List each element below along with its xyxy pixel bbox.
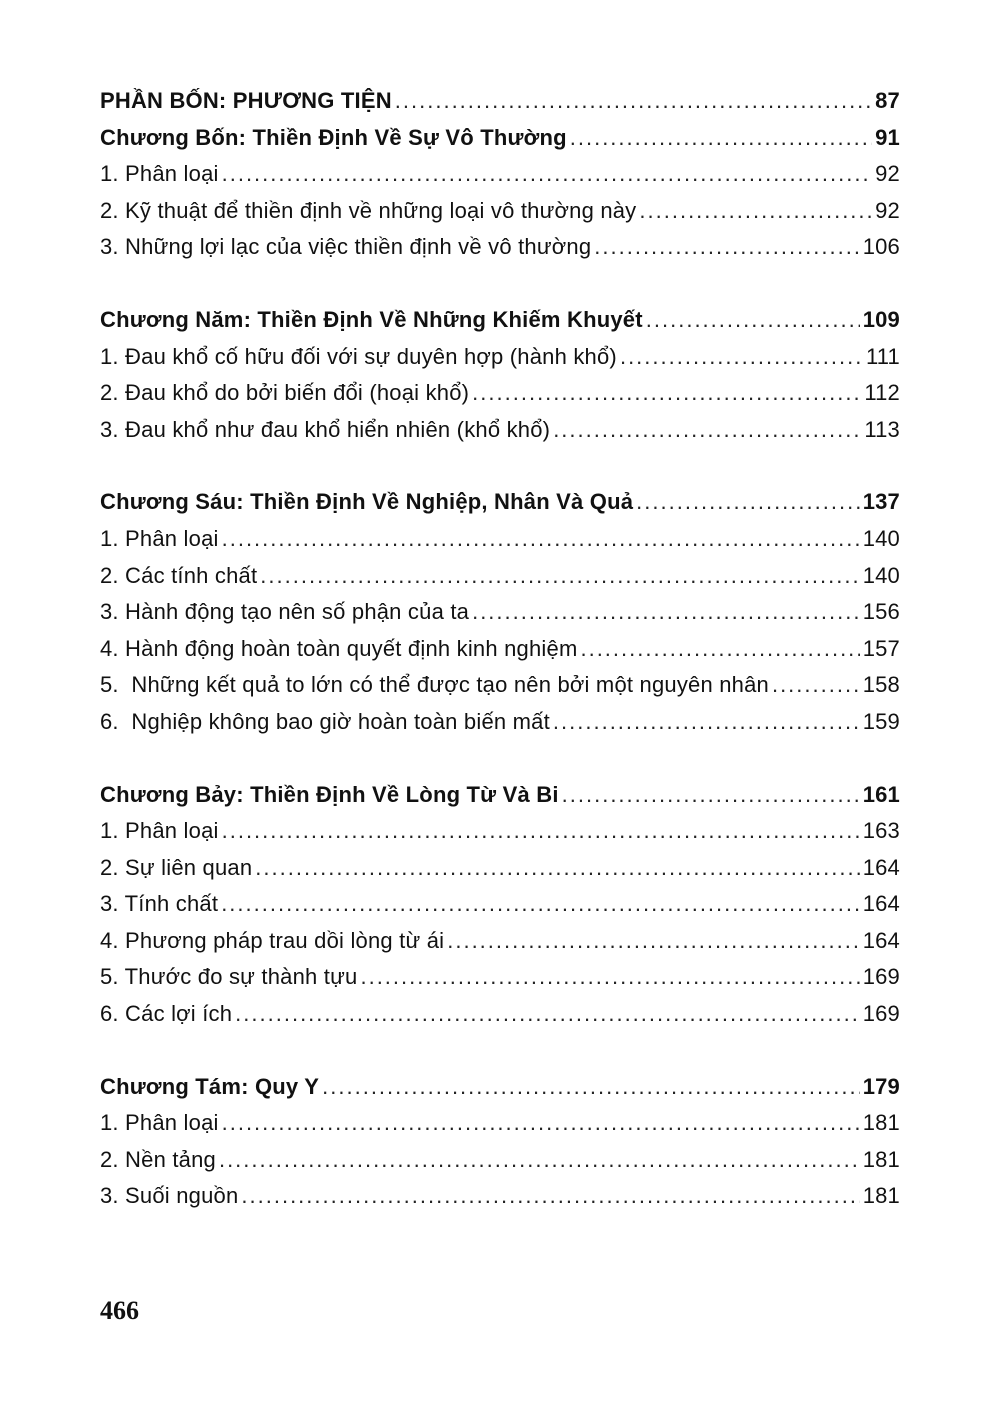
toc-entry-title: 2. Nền tảng xyxy=(100,1146,216,1172)
toc-heading-row xyxy=(100,88,900,125)
toc-entry-title: 3. Hành động tạo nên số phận của ta xyxy=(100,599,470,625)
toc-entry-row xyxy=(100,563,900,600)
page-number: 466 xyxy=(100,1296,139,1325)
dot-leader xyxy=(222,526,860,552)
toc-section xyxy=(100,489,900,745)
toc-heading-row xyxy=(100,307,900,344)
toc-page-number: 157 xyxy=(862,635,900,661)
toc-entry-title: Chương Bảy: Thiền Định Về Lòng Từ Và Bi xyxy=(100,781,559,807)
toc-entry-title: 1. Phân loại xyxy=(100,161,219,187)
toc-heading-row xyxy=(100,489,900,526)
toc-entry-title: 1. Phân loại xyxy=(100,818,219,844)
toc-entry-title: 4. Hành động hoàn toàn quyết định kinh nghiệm xyxy=(100,635,578,661)
toc-page-number: 91 xyxy=(875,124,900,150)
toc-entry-row xyxy=(100,198,900,235)
toc-page-number: 156 xyxy=(862,599,900,625)
toc-entry-title: Chương Năm: Thiền Định Về Những Khiếm Khuyết xyxy=(100,306,643,332)
toc-entry-row xyxy=(100,417,900,454)
toc-page-number: 169 xyxy=(862,1001,900,1027)
toc-page-number: 179 xyxy=(862,1073,900,1099)
dot-leader xyxy=(222,818,860,844)
toc-entry-title: Chương Sáu: Thiền Định Về Nghiệp, Nhân Và Quả xyxy=(100,489,634,515)
toc-entry-title: Chương Tám: Quy Y xyxy=(100,1073,320,1099)
toc-entry-title: 4. Phương pháp trau dồi lòng từ ái xyxy=(100,927,445,953)
toc-entry-title: 6. Các lợi ích xyxy=(100,1001,233,1027)
toc-page-number: 137 xyxy=(862,489,900,515)
dot-leader xyxy=(553,709,860,735)
toc-entry-row xyxy=(100,855,900,892)
toc-page-number: 106 xyxy=(862,234,900,260)
dot-leader xyxy=(594,234,859,260)
toc-entry-title: 2. Các tính chất xyxy=(100,562,258,588)
dot-leader xyxy=(255,855,859,881)
toc-page-number: 164 xyxy=(862,854,900,880)
toc-entry-row xyxy=(100,1001,900,1038)
dot-leader xyxy=(620,344,863,370)
toc-entry-title: 5. Thước đo sự thành tựu xyxy=(100,964,358,990)
dot-leader xyxy=(553,417,861,443)
toc-page-number: 181 xyxy=(862,1183,900,1209)
toc-page-number: 109 xyxy=(862,306,900,332)
toc-page-number: 87 xyxy=(875,88,900,113)
toc-page-number: 158 xyxy=(862,672,900,698)
toc-section xyxy=(100,1074,900,1220)
dot-leader xyxy=(241,1183,859,1209)
dot-leader xyxy=(562,782,860,808)
toc-heading-row xyxy=(100,1074,900,1111)
toc-heading-row xyxy=(100,782,900,819)
toc-entry-row xyxy=(100,891,900,928)
toc-entry-title: 3. Suối nguồn xyxy=(100,1183,239,1209)
dot-leader xyxy=(260,563,859,589)
toc-entry-row xyxy=(100,234,900,271)
toc-entry-row xyxy=(100,928,900,965)
toc-entry-row xyxy=(100,344,900,381)
toc-page-number: 92 xyxy=(875,197,900,223)
toc-page-number: 140 xyxy=(862,562,900,588)
toc-page-number: 181 xyxy=(862,1110,900,1136)
toc-entry-row xyxy=(100,599,900,636)
dot-leader xyxy=(472,380,861,406)
toc-section xyxy=(100,88,900,271)
toc-entry-title: 2. Kỹ thuật để thiền định về những loại vô thường này xyxy=(100,197,637,223)
toc-entry-row xyxy=(100,709,900,746)
toc-entry-title: 3. Đau khổ như đau khổ hiển nhiên (khổ khổ) xyxy=(100,416,551,442)
toc-entry-title: 3. Tính chất xyxy=(100,891,219,917)
toc-entry-row xyxy=(100,526,900,563)
dot-leader xyxy=(322,1074,860,1100)
dot-leader xyxy=(570,125,872,151)
toc-entry-title: 1. Phân loại xyxy=(100,525,219,551)
toc-entry-title: 6. Nghiệp không bao giờ hoàn toàn biến mất xyxy=(100,708,550,734)
toc-page-number: 111 xyxy=(865,343,900,369)
toc-page-number: 159 xyxy=(862,708,900,734)
dot-leader xyxy=(447,928,859,954)
toc-page-number: 140 xyxy=(862,525,900,551)
toc-page-number: 112 xyxy=(864,380,900,406)
toc-page-number: 92 xyxy=(875,161,900,187)
toc-entry-row xyxy=(100,1183,900,1220)
dot-leader xyxy=(235,1001,860,1027)
toc-entry-title: PHẦN BỐN: PHƯƠNG TIỆN xyxy=(100,88,392,113)
toc-entry-row xyxy=(100,636,900,673)
toc-page-number: 164 xyxy=(862,927,900,953)
toc-section xyxy=(100,307,900,453)
dot-leader xyxy=(580,636,859,662)
toc-entry-title: 2. Sự liên quan xyxy=(100,854,253,880)
toc-section xyxy=(100,782,900,1038)
toc-entry-row xyxy=(100,380,900,417)
dot-leader xyxy=(646,307,860,333)
toc-page-number: 169 xyxy=(862,964,900,990)
toc-entry-row xyxy=(100,672,900,709)
toc-entry-title: 1. Đau khổ cố hữu đối với sự duyên hợp (hành khổ) xyxy=(100,343,617,369)
toc-heading-row xyxy=(100,125,900,162)
toc-entry-title: 5. Những kết quả to lớn có thể được tạo nên bởi một nguyên nhân xyxy=(100,672,769,698)
toc-entry-title: Chương Bốn: Thiền Định Về Sự Vô Thường xyxy=(100,124,567,150)
toc-page-number: 181 xyxy=(862,1146,900,1172)
toc-page-number: 164 xyxy=(862,891,900,917)
dot-leader xyxy=(772,672,860,698)
toc-entry-title: 1. Phân loại xyxy=(100,1110,219,1136)
dot-leader xyxy=(221,891,860,917)
dot-leader xyxy=(472,599,860,625)
toc-page-number: 163 xyxy=(862,818,900,844)
dot-leader xyxy=(360,964,859,990)
toc-entry-row xyxy=(100,818,900,855)
toc-entry-row xyxy=(100,1110,900,1147)
toc-page-number: 161 xyxy=(862,781,900,807)
toc-entry-row xyxy=(100,1147,900,1184)
table-of-contents xyxy=(100,88,900,1256)
toc-entry-row xyxy=(100,161,900,198)
dot-leader xyxy=(639,198,872,224)
toc-entry-title: 3. Những lợi lạc của việc thiền định về vô thường xyxy=(100,234,592,260)
toc-entry-title: 2. Đau khổ do bởi biến đổi (hoại khổ) xyxy=(100,380,470,406)
dot-leader xyxy=(222,1110,860,1136)
dot-leader xyxy=(636,489,860,515)
dot-leader xyxy=(395,88,872,114)
dot-leader xyxy=(219,1147,860,1173)
dot-leader xyxy=(222,161,873,187)
toc-page-number: 113 xyxy=(864,416,900,442)
toc-entry-row xyxy=(100,964,900,1001)
